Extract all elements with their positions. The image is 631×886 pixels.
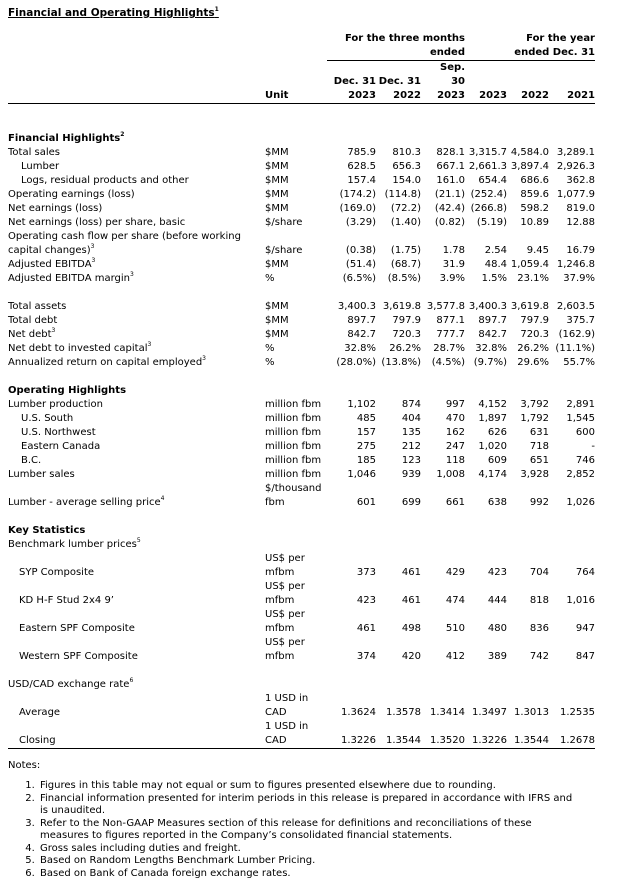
cell-value: 897.7 [347,315,376,326]
cell-value: 412 [445,651,465,662]
cell-value: 470 [445,413,465,424]
section-heading: Key Statistics [8,525,86,536]
cell-value: 718 [529,441,549,452]
row-label: Eastern Canada [21,441,101,452]
row-label: Annualized return on capital employed$^3$ [8,355,206,368]
cell-value: 797.9 [392,315,421,326]
table-row [8,356,595,370]
table-row [8,258,595,272]
cell-value: 626 [487,427,507,438]
table-row [8,398,595,412]
note-item: 4. Gross sales including duties and freight. [38,843,578,856]
cell-value: (8.5%) [387,273,421,284]
row-unit: million fbm [265,469,322,480]
cell-value: 1.3013 [514,707,549,718]
row-unit: $/share [265,245,303,256]
cell-value: 939 [401,469,421,480]
cell-value: (162.9) [558,329,595,340]
cell-value: 874 [401,399,421,410]
cell-value: (1.75) [390,245,421,256]
table-row [8,300,595,314]
cell-value: (11.1%) [555,343,595,354]
cell-value: 10.89 [520,217,549,228]
cell-value: 373 [356,567,376,578]
cell-value: 818 [529,595,549,606]
row-label: Western SPF Composite [19,651,138,662]
cell-value: 746 [575,455,595,466]
cell-value: 1,897 [478,413,507,424]
row-label: Total assets [8,301,67,312]
cell-value: 847 [575,651,595,662]
cell-value: 638 [487,497,507,508]
header-year-row [8,89,595,104]
cell-value: 480 [487,623,507,634]
cell-value: 947 [575,623,595,634]
cell-value: 1.3544 [376,720,421,749]
cell-value: (21.1) [434,189,465,200]
cell-value: 764 [575,567,595,578]
cell-value: 3,289.1 [556,147,595,158]
cell-value: 162 [445,427,465,438]
cell-value: (114.8) [384,189,421,200]
cell-value: 275 [356,441,376,452]
table-row [8,426,595,440]
cell-value: 631 [529,427,549,438]
cell-value: 23.1% [517,273,549,284]
cell-value: 55.7% [563,357,595,368]
cell-value: 1.3414 [430,707,465,718]
cell-value: 461 [356,623,376,634]
cell-value: 842.7 [478,329,507,340]
row-unit: % [265,273,275,284]
table-row [8,230,595,258]
row-unit: $MM [265,161,289,172]
row-label: U.S. Northwest [21,427,96,438]
cell-value: 897.7 [478,315,507,326]
cell-value: 3,928 [520,469,549,480]
cell-value: (169.0) [339,203,376,214]
table-row [8,454,595,468]
cell-value: 600 [575,427,595,438]
cell-value: 1.3578 [386,707,421,718]
cell-value: (174.2) [339,189,376,200]
row-unit: 1 USD in CAD [265,693,309,718]
table-row [8,608,595,636]
cell-value: 819.0 [566,203,595,214]
cell-value: 1.5% [481,273,507,284]
cell-value: 1,246.8 [556,259,595,270]
cell-value: 785.9 [347,147,376,158]
row-label: Eastern SPF Composite [19,623,135,634]
table-row [8,482,595,510]
cell-value: - [591,441,595,452]
row-label: Net debt$^3$ [8,327,56,340]
cell-value: 135 [401,427,421,438]
cell-value: 1.3520 [421,720,465,749]
table-row [8,174,595,188]
col-header: 2021 [549,89,595,104]
row-unit: million fbm [265,427,322,438]
cell-value: 1.3226 [465,720,507,749]
year-ended-header: For the year ended Dec. 31 [465,32,595,61]
table-row [8,552,595,580]
row-label: Closing [8,720,265,749]
cell-value: (72.2) [390,203,421,214]
table-row [8,328,595,342]
row-label: Total sales [8,147,61,158]
cell-value: 3,619.8 [382,301,421,312]
cell-value: 2,926.3 [556,161,595,172]
page-title: Financial and Operating Highlights$^1$ [8,6,219,19]
cell-value: 699 [401,497,421,508]
subsection-label: Benchmark lumber prices$^5$ [8,537,141,550]
row-unit: $MM [265,301,289,312]
cell-value: 667.1 [436,161,465,172]
cell-value: 123 [401,455,421,466]
cell-value: 185 [356,455,376,466]
cell-value: 1,545 [566,413,595,424]
notes-list [22,780,578,880]
cell-value: 157.4 [347,175,376,186]
row-unit: US$ per mfbm [265,553,305,578]
row-label: Operating cash flow per share (before working capital changes)$^3$ [8,231,241,256]
table-row [8,440,595,454]
col-header: 2023 [327,89,376,104]
cell-value: 1,046 [347,469,376,480]
cell-value: 828.1 [436,147,465,158]
row-label: Lumber [21,161,60,172]
cell-value: (4.5%) [431,357,465,368]
row-label: Lumber sales [8,469,75,480]
row-label: U.S. South [21,413,74,424]
cell-value: 31.9 [442,259,465,270]
table-row [8,692,595,720]
cell-value: 3,315.7 [468,147,507,158]
cell-value: 1.78 [442,245,465,256]
cell-value: 375.7 [566,315,595,326]
row-unit: US$ per mfbm [265,637,305,662]
cell-value: 742 [529,651,549,662]
row-unit: $/share [265,217,303,228]
cell-value: (0.38) [345,245,376,256]
cell-value: 48.4 [484,259,507,270]
cell-value: 720.3 [520,329,549,340]
cell-value: 720.3 [392,329,421,340]
col-header: 2022 [376,89,421,104]
cell-value: 3,400.3 [468,301,507,312]
table-row [8,202,595,216]
cell-value: 651 [529,455,549,466]
cell-value: 601 [356,497,376,508]
table-row [8,216,595,230]
cell-value: 461 [401,567,421,578]
cell-value: 1.3544 [507,720,549,749]
row-unit: $MM [265,315,289,326]
cell-value: 3,619.8 [510,301,549,312]
row-unit: $MM [265,175,289,186]
notes-title: Notes: [8,760,41,771]
col-header: 2023 [465,89,507,104]
cell-value: 485 [356,413,376,424]
cell-value: 2,891 [566,399,595,410]
table-row [8,580,595,608]
cell-value: (5.19) [476,217,507,228]
cell-value: 37.9% [563,273,595,284]
cell-value: 474 [445,595,465,606]
row-label: Adjusted EBITDA margin$^3$ [8,271,134,284]
cell-value: 3,792 [520,399,549,410]
row-label: Net earnings (loss) per share, basic [8,217,186,228]
row-label: SYP Composite [19,567,95,578]
row-unit: US$ per mfbm [265,609,305,634]
highlights-table [8,32,595,749]
header-group-row [8,32,595,61]
cell-value: 992 [529,497,549,508]
cell-value: 1,008 [436,469,465,480]
cell-value: 4,584.0 [510,147,549,158]
cell-value: 404 [401,413,421,424]
cell-value: 3,577.8 [426,301,465,312]
row-label: Adjusted EBITDA$^3$ [8,257,96,270]
note-item: 2. Financial information presented for interim periods in this release is prepared in accordance with IFRS and is unaudited. [38,793,578,818]
cell-value: 26.2% [389,343,421,354]
row-unit: % [265,343,275,354]
cell-value: 2.54 [484,245,507,256]
cell-value: 598.2 [520,203,549,214]
section-heading: Financial Highlights$^2$ [8,131,125,144]
row-label: Net debt to invested capital$^3$ [8,341,152,354]
table-row [8,314,595,328]
cell-value: 510 [445,623,465,634]
note-item: 6. Based on Bank of Canada foreign exchange rates. [38,868,578,881]
cell-value: 1,792 [520,413,549,424]
row-label: KD H-F Stud 2x4 9’ [19,595,114,606]
row-label: B.C. [21,455,42,466]
cell-value: 1,016 [566,595,595,606]
cell-value: 3,897.4 [510,161,549,172]
cell-value: 9.45 [526,245,549,256]
cell-value: 797.9 [520,315,549,326]
row-unit: million fbm [265,399,322,410]
row-label: Net earnings (loss) [8,203,103,214]
subsection-label: USD/CAD exchange rate$^6$ [8,677,134,690]
cell-value: 997 [445,399,465,410]
cell-value: 420 [401,651,421,662]
row-label: Lumber production [8,399,103,410]
cell-value: 461 [401,595,421,606]
row-unit: million fbm [265,441,322,452]
cell-value: 247 [445,441,465,452]
row-unit: 1 USD in CAD [265,720,327,749]
cell-value: 609 [487,455,507,466]
cell-value: 161.0 [436,175,465,186]
cell-value: 1,059.4 [510,259,549,270]
cell-value: 362.8 [566,175,595,186]
table-row [8,468,595,482]
cell-value: 444 [487,595,507,606]
table-row [8,272,595,286]
cell-value: 836 [529,623,549,634]
cell-value: 3.9% [439,273,465,284]
cell-value: 1.2535 [560,707,595,718]
cell-value: 777.7 [436,329,465,340]
table-row [8,636,595,664]
cell-value: 423 [487,567,507,578]
cell-value: 32.8% [475,343,507,354]
row-label: Operating earnings (loss) [8,189,135,200]
cell-value: 1,077.9 [556,189,595,200]
cell-value: 877.1 [436,315,465,326]
table-row [8,160,595,174]
row-label: Average [19,707,61,718]
cell-value: 12.88 [566,217,595,228]
section-heading: Operating Highlights [8,385,127,396]
cell-value: 1.3497 [472,707,507,718]
cell-value: 654.4 [478,175,507,186]
cell-value: 1.2678 [549,720,595,749]
cell-value: 157 [356,427,376,438]
cell-value: 704 [529,567,549,578]
cell-value: 1,020 [478,441,507,452]
cell-value: 1.3624 [341,707,376,718]
cell-value: 212 [401,441,421,452]
unit-header: Unit [265,89,327,104]
table-row [8,146,595,160]
note-item: 5. Based on Random Lengths Benchmark Lumber Pricing. [38,855,578,868]
cell-value: 628.5 [347,161,376,172]
cell-value: 26.2% [517,343,549,354]
col-header: 2022 [507,89,549,104]
table-row [8,188,595,202]
table-row [8,412,595,426]
cell-value: 842.7 [347,329,376,340]
cell-value: 498 [401,623,421,634]
cell-value: 118 [445,455,465,466]
cell-value: 28.7% [433,343,465,354]
cell-value: (252.4) [470,189,507,200]
cell-value: 32.8% [344,343,376,354]
cell-value: 3,400.3 [337,301,376,312]
note-item: 3. Refer to the Non-GAAP Measures section of this release for definitions and reconciliations of these measures to figures reported in the Company’s consolidated financial statements. [38,818,578,843]
table-row [8,342,595,356]
row-unit: % [265,357,275,368]
cell-value: (0.82) [434,217,465,228]
cell-value: (51.4) [345,259,376,270]
cell-value: 656.3 [392,161,421,172]
cell-value: 389 [487,651,507,662]
three-months-header: For the three months ended [327,32,465,61]
note-item: 1. Figures in this table may not equal or sum to figures presented elsewhere due to rounding. [38,780,578,793]
row-label: Lumber - average selling price$^4$ [8,495,165,508]
header-line1-row: Sep. [440,62,465,73]
col-header: 2023 [421,89,465,104]
cell-value: 661 [445,497,465,508]
cell-value: 686.6 [520,175,549,186]
row-unit: million fbm [265,455,322,466]
cell-value: (68.7) [390,259,421,270]
row-unit: $/thousand fbm [265,483,322,508]
cell-value: (28.0%) [336,357,376,368]
cell-value: 810.3 [392,147,421,158]
cell-value: 4,174 [478,469,507,480]
cell-value: 154.0 [392,175,421,186]
cell-value: 374 [356,651,376,662]
row-unit: $MM [265,329,289,340]
cell-value: 1.3226 [327,720,376,749]
cell-value: (1.40) [390,217,421,228]
cell-value: (3.29) [345,217,376,228]
cell-value: 16.79 [566,245,595,256]
row-unit: US$ per mfbm [265,581,305,606]
cell-value: (13.8%) [381,357,421,368]
row-label: Logs, residual products and other [21,175,189,186]
row-unit: $MM [265,147,289,158]
cell-value: 2,661.3 [468,161,507,172]
cell-value: 429 [445,567,465,578]
cell-value: (9.7%) [473,357,507,368]
cell-value: 29.6% [517,357,549,368]
cell-value: 2,603.5 [556,301,595,312]
cell-value: 4,152 [478,399,507,410]
row-unit: million fbm [265,413,322,424]
cell-value: 423 [356,595,376,606]
row-label: Total debt [8,315,58,326]
row-unit: $MM [265,189,289,200]
cell-value: 859.6 [520,189,549,200]
header-line2-row: Dec. 31 Dec. 31 30 [333,76,465,87]
table-row [8,720,595,749]
cell-value: 2,852 [566,469,595,480]
cell-value: 1,102 [347,399,376,410]
row-unit: $MM [265,203,289,214]
cell-value: (6.5%) [342,273,376,284]
cell-value: 1,026 [566,497,595,508]
cell-value: (42.4) [434,203,465,214]
cell-value: (266.8) [470,203,507,214]
row-unit: $MM [265,259,289,270]
